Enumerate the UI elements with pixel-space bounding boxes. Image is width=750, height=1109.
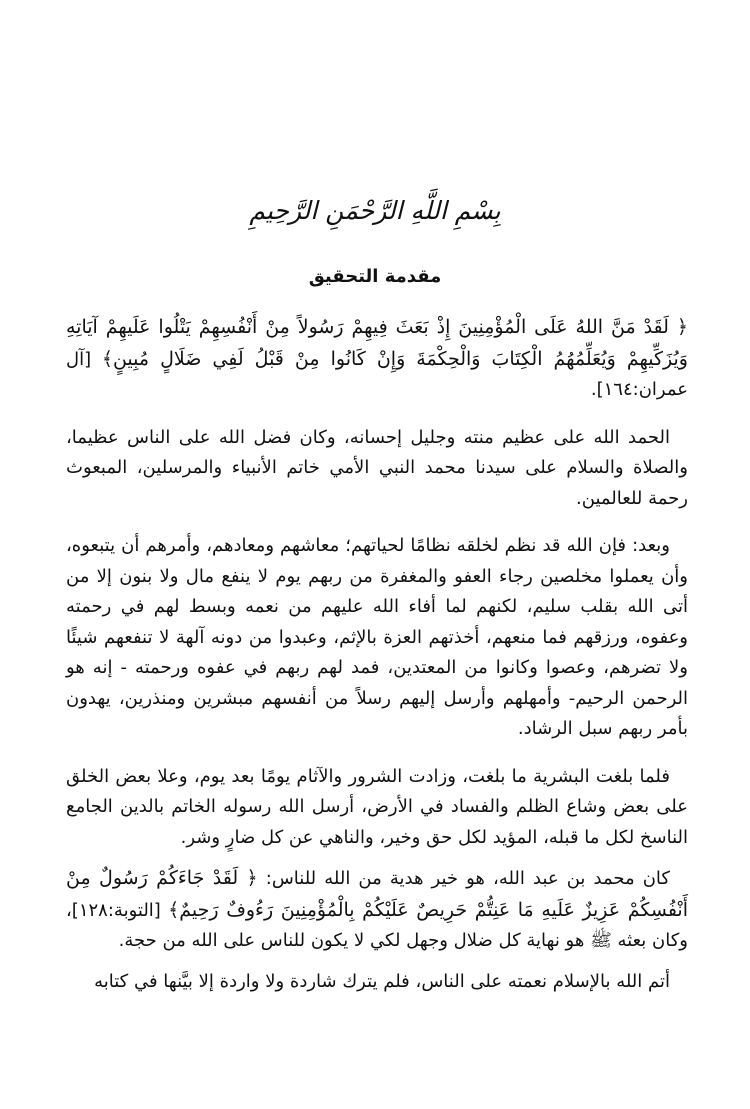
paragraph-gap	[66, 745, 688, 762]
paragraph-atamma: أتم الله بالإسلام نعمته على الناس، فلم يترك شاردة ولا واردة إلا بيَّنها في كتابه	[94, 970, 670, 992]
quran-verse-tawbah: ﴿ لَقَدْ جَاءَكُمْ رَسُولٌ مِنْ أَنْفُسِكُمْ عَزِيزٌ عَلَيهِ مَا عَنِتُّمْ حَرِيصٌ عَلَيْكُمْ بِالْمُؤْمِنِينَ رَءُوفٌ رَحِيمٌ﴾	[66, 867, 688, 921]
muhammad-rest: وكان بعثه ﷺ هو نهاية كل ضلال وجهل لكي لا يكون للناس على الله من حجة.	[118, 930, 688, 951]
verse-reference-tawbah: [التوبة:١٢٨]،	[66, 899, 161, 921]
opening-verse-paragraph	[66, 312, 688, 406]
basmala	[0, 196, 750, 225]
paragraph-muhammad	[66, 863, 688, 957]
muhammad-intro: كان محمد بن عبد الله، هو خير هدية من الله للناس:	[265, 868, 670, 889]
section-heading: مقدمة التحقيق	[308, 266, 442, 287]
paragraph-gap	[66, 514, 688, 531]
quran-verse: ﴿ لَقَدْ مَنَّ اللهُ عَلَى الْمُؤْمِنِينَ إِذْ بَعَثَ فِيهِمْ رَسُولاً مِنْ أَنْفُسِهِمْ يَتْلُوا عَلَيهِمْ آيَاتِهِ وَيُزَكِّيهِمْ وَيُعَلِّمُهُمُ الْكِتَابَ وَالْحِكْمَةَ وَإِنْ كَانُوا مِنْ قَبْلُ لَفِي ضَلَالٍ مُبِينٍ﴾	[66, 316, 688, 370]
body-text	[66, 312, 688, 997]
paragraph-gap	[66, 406, 688, 423]
paragraph-gap	[66, 957, 688, 967]
paragraph-wabad: وبعد: فإن الله قد نظم لخلقه نظامًا لحياتهم؛ معاشهم ومعادهم، وأمرهم أن يتبعوه، وأن يعملوا مخلصين رجاء العفو والمغفرة من ربهم يوم لا ينفع مال ولا بنون إلا من أتى الله بقلب سليم، لكنهم لما أفاء الله عليهم من نعمه وبسط لهم في رحمته وعفوه، ورزقهم فما منعهم، أخذتهم العزة بالإثم، وعبدوا من دونه آلهة لا تنفعهم شيئًا ولا تضرهم، وعصوا وكانوا من المعتدين، فمد لهم ربهم في عفوه ورحمته - إنه هو الرحمن الرحيم- وأمهلهم وأرسل إليهم رسلاً من أنفسهم مبشرين ومنذرين، يهدون بأمر ربهم سبل الرشاد.	[66, 535, 688, 739]
paragraph-gap	[66, 853, 688, 863]
verse-reference: [آل عمران:١٦٤].	[66, 348, 688, 400]
paragraph-hamd: الحمد الله على عظيم منته وجليل إحسانه، وكان فضل الله على الناس عظيما، والصلاة والسلام على سيدنا محمد النبي الأمي خاتم الأنبياء والمرسلين، المبعوث رحمة للعالمين.	[66, 426, 688, 509]
basmala-text: بِسْمِ اللَّهِ الرَّحْمَنِ الرَّحِيمِ	[249, 196, 501, 225]
paragraph-falamma: فلما بلغت البشرية ما بلغت، وزادت الشرور والآثام يومًا بعد يوم، وعلا بعض الخلق على بعض وشاع الظلم والفساد في الأرض، أرسل الله رسوله الخاتم بالدين الجامع الناسخ لكل ما قبله، المؤيد لكل حق وخير، والناهي عن كل ضارٍ وشر.	[66, 765, 688, 848]
